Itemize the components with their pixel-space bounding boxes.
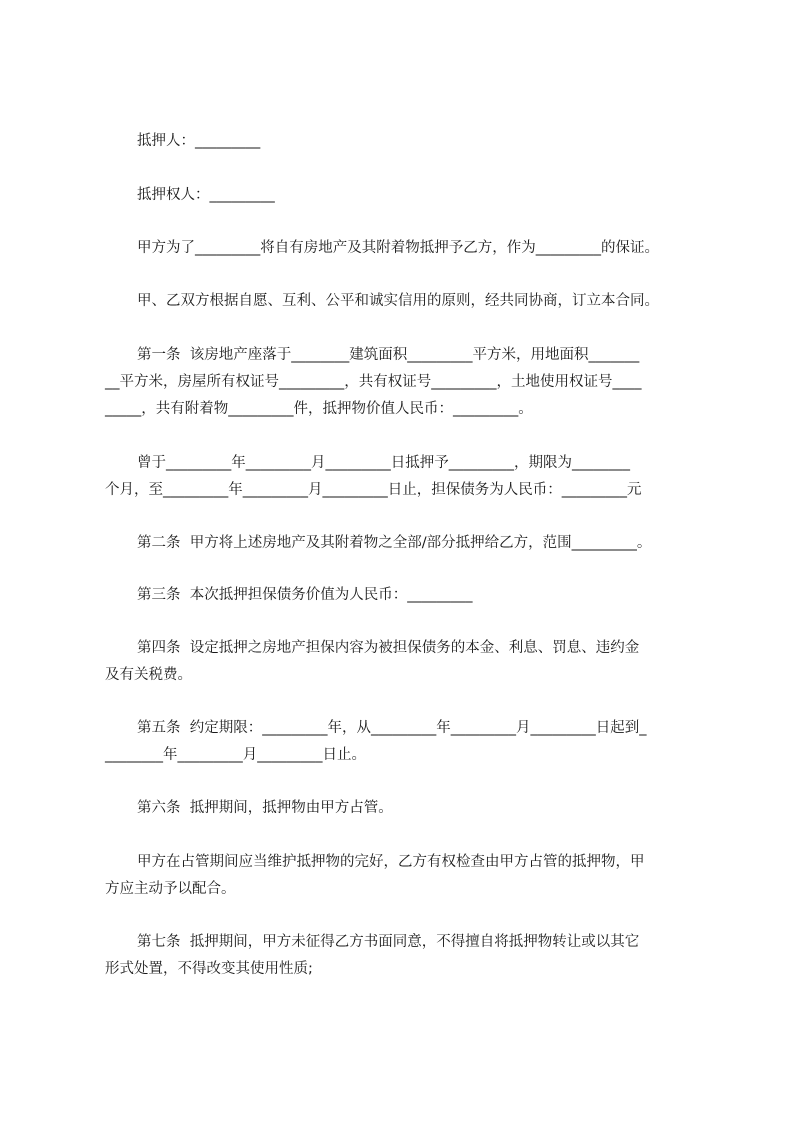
article5-line1: 第五条 约定期限：_________年，从_________年_________月_________日起到_ [137, 720, 647, 736]
mortgagor-line: 抵押人：_________ [137, 133, 261, 149]
maintenance-line1: 甲方在占管期间应当维护抵押物的完好，乙方有权检查由甲方占管的抵押物，甲 [137, 854, 645, 870]
article1-line2: __平方米，房屋所有权证号_________，共有权证号_________，土地使用权证号____ [105, 374, 642, 390]
article6-paragraph: 第六条 抵押期间，抵押物由甲方占管。 [137, 800, 393, 816]
prior-mortgage-line1: 曾于_________年_________月_________日抵押予_________，期限为________ [137, 455, 630, 471]
article4-line1: 第四条 设定抵押之房地产担保内容为被担保债务的本金、利息、罚息、违约金 [137, 640, 640, 656]
article1-line1: 第一条 该房地产座落于________建筑面积_________平方米，用地面积_______ [137, 347, 640, 363]
article5-line2: ________年_________月_________日止。 [105, 747, 366, 763]
principle-paragraph: 甲、乙双方根据自愿、互利、公平和诚实信用的原则，经共同协商，订立本合同。 [137, 293, 659, 309]
article4-line2: 及有关税费。 [105, 667, 192, 683]
article2-paragraph: 第二条 甲方将上述房地产及其附着物之全部/部分抵押给乙方，范围_________。 [137, 535, 652, 551]
purpose-paragraph: 甲方为了_________将自有房地产及其附着物抵押予乙方，作为_________的保证。 [137, 240, 659, 256]
article7-line2: 形式处置，不得改变其使用性质; [105, 961, 313, 977]
article1-line3: _____，共有附着物_________件，抵押物价值人民币：_________。 [105, 401, 533, 417]
article7-line1: 第七条 抵押期间，甲方未征得乙方书面同意，不得擅自将抵押物转让或以其它 [137, 934, 640, 950]
prior-mortgage-line2: 个月，至_________年_________月_________日止，担保债务为人民币：_________元 [105, 482, 642, 498]
maintenance-line2: 方应主动予以配合。 [105, 881, 236, 897]
mortgagee-line: 抵押权人：_________ [137, 187, 275, 203]
article3-paragraph: 第三条 本次抵押担保债务价值为人民币：_________ [137, 587, 473, 603]
